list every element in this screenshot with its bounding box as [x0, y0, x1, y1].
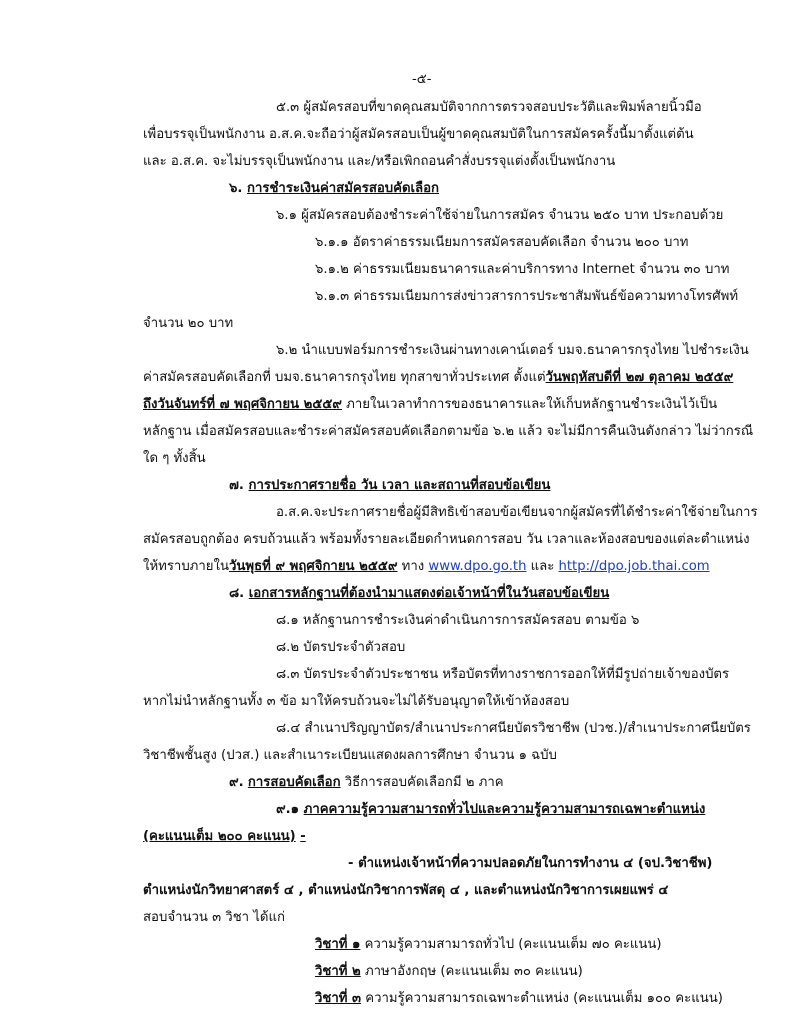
section-9-subtitle: วิธีการสอบคัดเลือกมี ๒ ภาค [340, 775, 504, 790]
dpo-website-link[interactable]: www.dpo.go.th [428, 559, 527, 574]
subject-1-label: วิชาที่ ๑ [315, 937, 361, 952]
section-7-number: ๗. [229, 478, 244, 493]
para-8-2: ๘.๒ บัตรประจำตัวสอบ [276, 640, 406, 655]
para-6-1-3-line-2: จำนวน ๒๐ บาท [143, 316, 234, 331]
para-8-3-line-1: ๘.๓ บัตรประจำตัวประชาชน หรือบัตรที่ทางราชการออกให้ที่มีรูปถ่ายเจ้าของบัตร [276, 667, 730, 682]
para-8-4-line-2: วิชาชีพชั้นสูง (ปวส.) และสำเนาระเบียนแสดงผลการศึกษา จำนวน ๑ ฉบับ [143, 748, 557, 763]
para-9-1-dash: - [300, 829, 306, 844]
section-7-heading [229, 476, 550, 496]
para-9-1-line-1 [276, 800, 705, 820]
section-9-title: การสอบคัดเลือก [247, 775, 341, 790]
section-9-number: ๙. [229, 775, 244, 790]
subject-3 [315, 989, 723, 1009]
subject-2-text: ภาษาอังกฤษ (คะแนนเต็ม ๓๐ คะแนน) [360, 964, 583, 979]
section-8-heading [229, 584, 609, 604]
announcement-date: วันพุธที่ ๙ พฤศจิกายน ๒๕๕๙ [228, 559, 398, 574]
para-6-1-2: ๖.๑.๒ ค่าธรรมเนียมธนาคารและค่าบริการทาง Internet จำนวน ๓๐ บาท [315, 262, 730, 277]
para-8-1: ๘.๑ หลักฐานการชำระเงินค่าดำเนินการการสมัครสอบ ตามข้อ ๖ [276, 613, 640, 628]
para-6-1-1: ๖.๑.๑ อัตราค่าธรรมเนียมการสมัครสอบคัดเลือก จำนวน ๒๐๐ บาท [315, 235, 689, 250]
section-9-heading [229, 773, 504, 793]
payment-end-date: ถึงวันจันทร์ที่ ๗ พฤศจิกายน ๒๕๕๙ [143, 397, 342, 412]
para-5-3-line-1: ๕.๓ ผู้สมัครสอบที่ขาดคุณสมบัติจากการตรวจสอบประวัติและพิมพ์ลายนิ้วมือ [276, 100, 702, 115]
section-6-title: การชำระเงินค่าสมัครสอบคัดเลือก [246, 181, 440, 196]
para-6-2-line-3-text: ภายในเวลาทำการของธนาคารและให้เก็บหลักฐานชำระเงินไว้เป็น [341, 397, 718, 412]
para-7-line-3-via: ทาง [397, 559, 429, 574]
section-8-number: ๘. [229, 586, 245, 601]
subject-3-text: ความรู้ความสามารถเฉพาะตำแหน่ง (คะแนนเต็ม ๑๐๐ คะแนน) [361, 991, 723, 1006]
para-9-1-line-2 [143, 827, 306, 847]
subject-1 [315, 935, 662, 955]
para-6-2-line-2 [143, 368, 733, 388]
para-9-1-title: ภาคความรู้ความสามารถทั่วไปและความรู้ความสามารถเฉพาะตำแหน่ง [303, 802, 706, 817]
para-6-2-line-5: ใด ๆ ทั้งสิ้น [143, 451, 206, 466]
section-6-heading [229, 179, 439, 199]
para-8-4-line-1: ๘.๔ สำเนาปริญญาบัตร/สำเนาประกาศนียบัตรวิชาชีพ (ปวช.)/สำเนาประกาศนียบัตร [276, 721, 751, 736]
positions-line-1: - ตำแหน่งเจ้าหน้าที่ความปลอดภัยในการทำงาน ๔ (จป.วิชาชีพ) [348, 856, 713, 871]
para-6-2-line-3 [143, 395, 717, 415]
subject-2 [315, 962, 583, 982]
payment-start-date: วันพฤหัสบดีที่ ๒๗ ตุลาคม ๒๕๕๙ [545, 370, 734, 385]
subject-1-text: ความรู้ความสามารถทั่วไป (คะแนนเต็ม ๗๐ คะแนน) [360, 937, 662, 952]
para-7-line-3 [143, 557, 710, 577]
para-5-3-line-2: เพื่อบรรจุเป็นพนักงาน อ.ส.ค.จะถือว่าผู้สมัครสอบเป็นผู้ขาดคุณสมบัติในการสมัครครั้งนี้มาตั้งแต่ต้น [143, 127, 694, 142]
subject-2-label: วิชาที่ ๒ [315, 964, 361, 979]
para-6-2-line-2-text: ค่าสมัครสอบคัดเลือกที่ บมจ.ธนาคารกรุงไทย ทุกสาขาทั่วประเทศ ตั้งแต่ [143, 370, 546, 385]
section-6-number: ๖. [229, 181, 243, 196]
subjects-intro: สอบจำนวน ๓ วิชา ได้แก่ [143, 910, 285, 925]
para-6-2-line-4: หลักฐาน เมื่อสมัครสอบและชำระค่าสมัครสอบคัดเลือกตามข้อ ๖.๒ แล้ว จะไม่มีการคืนเงินดังกล่าว ไม่ว่ากรณี [143, 424, 754, 439]
para-7-line-2: สมัครสอบถูกต้อง ครบถ้วนแล้ว พร้อมทั้งรายละเอียดกำหนดการสอบ วัน เวลาและห้องสอบของแต่ละตำแหน่ง [143, 532, 750, 547]
para-5-3-line-3: และ อ.ส.ค. จะไม่บรรจุเป็นพนักงาน และ/หรือเพิกถอนคำสั่งบรรจุแต่งตั้งเป็นพนักงาน [143, 154, 616, 169]
subject-3-label: วิชาที่ ๓ [315, 991, 362, 1006]
para-7-line-1: อ.ส.ค.จะประกาศรายชื่อผู้มีสิทธิเข้าสอบข้อเขียนจากผู้สมัครที่ได้ชำระค่าใช้จ่ายในการ [276, 505, 758, 520]
para-9-1-score: (คะแนนเต็ม ๒๐๐ คะแนน) [143, 829, 296, 844]
para-8-3-line-2: หากไม่นำหลักฐานทั้ง ๓ ข้อ มาให้ครบถ้วนจะไม่ได้รับอนุญาตให้เข้าห้องสอบ [143, 694, 570, 709]
para-6-1-3-line-1: ๖.๑.๓ ค่าธรรมเนียมการส่งข่าวสารการประชาสัมพันธ์ข้อความทางโทรศัพท์ [315, 289, 739, 304]
para-9-1-label: ๙.๑ [276, 802, 304, 817]
para-7-line-3-and: และ [526, 559, 559, 574]
dpo-job-link[interactable]: http://dpo.job.thai.com [558, 559, 710, 574]
positions-line-2: ตำแหน่งนักวิทยาศาสตร์ ๔ , ตำแหน่งนักวิชาการพัสดุ ๔ , และตำแหน่งนักวิชาการเผยแพร่ ๔ [143, 883, 669, 898]
para-6-1: ๖.๑ ผู้สมัครสอบต้องชำระค่าใช้จ่ายในการสมัคร จำนวน ๒๕๐ บาท ประกอบด้วย [276, 208, 724, 223]
para-7-line-3-text: ให้ทราบภายใน [143, 559, 229, 574]
section-7-title: การประกาศรายชื่อ วัน เวลา และสถานที่สอบข้อเขียน [248, 478, 551, 493]
section-8-title: เอกสารหลักฐานที่ต้องนำมาแสดงต่อเจ้าหน้าที่ในวันสอบข้อเขียน [248, 586, 610, 601]
para-6-2-line-1: ๖.๒ นำแบบฟอร์มการชำระเงินผ่านทางเคาน์เตอร์ บมจ.ธนาคารกรุงไทย ไปชำระเงิน [276, 343, 749, 358]
page-number: -๕- [412, 72, 432, 87]
